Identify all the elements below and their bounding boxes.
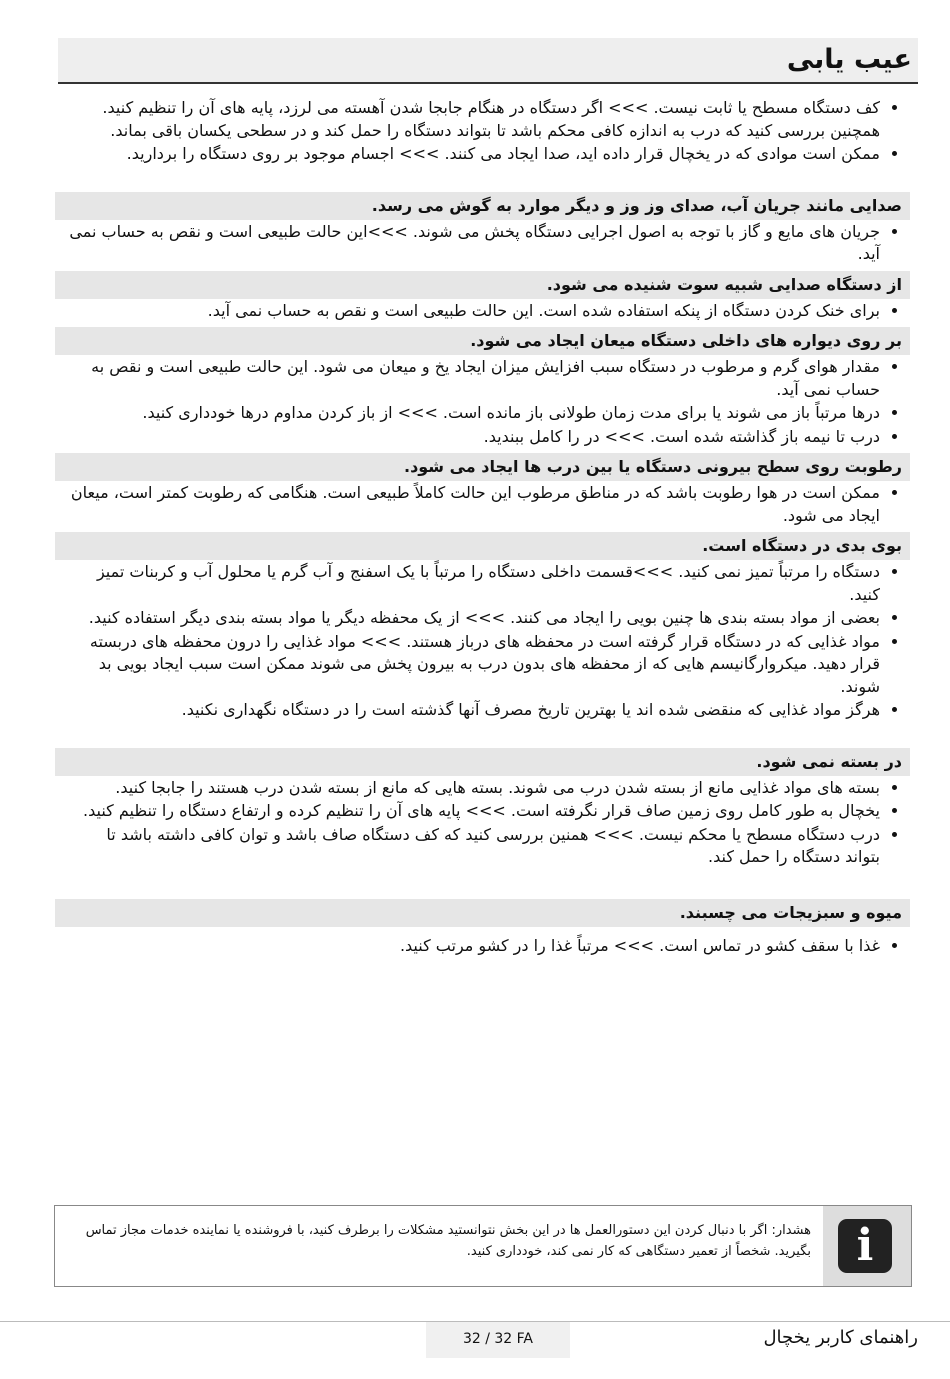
list-item: • درب دستگاه مسطح یا محکم نیست. >>> همنین بررسی کنید که کف دستگاه صاف باشد و توان کافی داشته باشد تا بتواند دستگاه را حمل کند.: [67, 824, 880, 869]
section-heading: میوه و سبزیجات می چسبند.: [55, 899, 910, 927]
item-list: [55, 777, 910, 869]
list-item: • ممکن است موادی که در یخچال قرار داده اید، صدا ایجاد می کنند. >>> اجسام موجود بر روی دستگاه را بردارید.: [67, 143, 880, 166]
page-header: [58, 38, 918, 84]
page-title: عیب یابی: [786, 44, 912, 75]
footer-manual-title: راهنمای کاربر یخچال: [763, 1327, 918, 1348]
item-list: [55, 221, 910, 266]
warning-box: [54, 1205, 912, 1287]
item-list: [55, 300, 910, 323]
item-list: [55, 935, 910, 958]
section-heading: بوی بدی در دستگاه است.: [55, 532, 910, 560]
section-vegetables-stick: [55, 899, 910, 958]
page-number: 32 / 32 FA: [426, 1322, 570, 1358]
list-item: • دستگاه را مرتباً تمیز نمی کنید. >>>قسمت داخلی دستگاه را مرتباً با یک اسفنج و آب گرم یا محلول آب و کربنات تمیز کنید.: [67, 561, 880, 606]
list-item: • یخچال به طور کامل روی زمین صاف قرار نگرفته است. >>> پایه های آن را تنظیم کرده و ارتفاع دستگاه را تنظیم کنید.: [67, 800, 880, 823]
section-humidity-outside: [55, 453, 910, 527]
list-item: • بعضی از مواد بسته بندی ها چنین بویی را ایجاد می کنند. >>> از یک محفظه دیگر یا مواد بسته بندی دیگر استفاده کنید.: [67, 607, 880, 630]
list-item: • بسته های مواد غذایی مانع از بسته شدن درب می شوند. بسته هایی که مانع از بسته شدن درب هستند را جابجا کنید.: [67, 777, 880, 800]
item-list: [55, 561, 910, 722]
list-item: • غذا با سقف کشو در تماس است. >>> مرتباً غذا را در کشو مرتب کنید.: [67, 935, 880, 958]
list-item: • جریان های مایع و گاز با توجه به اصول اجرایی دستگاه پخش می شوند. >>>این حالت طبیعی است و نقص به حساب نمی آید.: [67, 221, 880, 266]
item-list: [55, 356, 910, 448]
list-item: • مواد غذایی که در دستگاه قرار گرفته است در محفظه های درباز هستند. >>> مواد غذایی را درون محفظه های دربسته قرار دهید. میکروارگانیسم هایی که از محفظه های بدون درب به بیرون پخش می شوند ممکن است سبب ایجاد بویی بد شوند.: [67, 631, 880, 699]
section-bad-smell: [55, 532, 910, 722]
list-item: • ممکن است در هوا رطوبت باشد که در مناطق مرطوب این حالت کاملاً طبیعی است. هنگامی که رطوبت کمتر است، میعان ایجاد می شود.: [67, 482, 880, 527]
item-list: [55, 97, 910, 166]
section-heading: رطوبت روی سطح بیرونی دستگاه یا بین درب ها ایجاد می شود.: [55, 453, 910, 481]
warning-icon-panel: [823, 1206, 911, 1286]
warning-text: هشدار: اگر با دنبال کردن این دستورالعمل ها در این بخش نتوانستید مشکلات را برطرف کنید، با فروشنده یا نماینده خدمات مجاز تماس بگیرید. شخصاً از تعمیر دستگاهی که کار نمی کند، خودداری کنید.: [85, 1223, 811, 1259]
section-heading: بر روی دیواره های داخلی دستگاه میعان ایجاد می شود.: [55, 327, 910, 355]
section-heading: در بسته نمی شود.: [55, 748, 910, 776]
section-whistle: [55, 271, 910, 323]
list-item: • برای خنک کردن دستگاه از پنکه استفاده شده است. این حالت طبیعی است و نقص به حساب نمی آید.: [67, 300, 880, 323]
item-list: [55, 482, 910, 527]
list-item: • درب تا نیمه باز گذاشته شده است. >>> در را کامل ببندید.: [67, 426, 880, 449]
list-item: • درها مرتباً باز می شوند یا برای مدت زمان طولانی باز مانده است. >>> از باز کردن مداوم درها خودداری کنید.: [67, 402, 880, 425]
list-item: • مقدار هوای گرم و مرطوب در دستگاه سبب افزایش میزان ایجاد یخ و میعان می شود. این حالت طبیعی است و نقص به حساب نمی آید.: [67, 356, 880, 401]
list-item: • کف دستگاه مسطح یا ثابت نیست. >>> اگر دستگاه در هنگام جابجا شدن آهسته می لرزد، پایه های آن را تنظیم کنید. همچنین بررسی کنید که درب به اندازه کافی محکم باشد تا بتواند دستگاه را حمل کند و در سطحی یکسان باقی بماند.: [67, 97, 880, 142]
section-door-not-closing: [55, 748, 910, 869]
section-heading: صدایی مانند جریان آب، صدای وز وز و دیگر موارد به گوش می رسد.: [55, 192, 910, 220]
section-water-noise: [55, 192, 910, 266]
list-item: • هرگز مواد غذایی که منقضی شده اند یا بهترین تاریخ مصرف آنها گذشته است را در دستگاه نگهداری نکنید.: [67, 699, 880, 722]
section-heading: از دستگاه صدایی شبیه سوت شنیده می شود.: [55, 271, 910, 299]
section-condensation-inside: [55, 327, 910, 448]
info-icon: i: [838, 1219, 892, 1273]
section-floor: [55, 97, 910, 166]
troubleshooting-content: [55, 96, 910, 958]
